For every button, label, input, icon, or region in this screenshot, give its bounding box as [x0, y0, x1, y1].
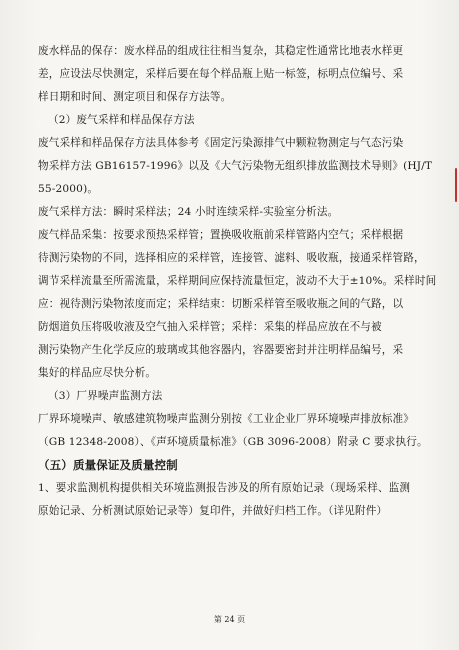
paragraph-line: 废水样品的保存：废水样品的组成往往相当复杂，其稳定性通常比地表水样更: [38, 45, 404, 57]
paragraph-line: 原始记录、分析测试原始记录等）复印件，并做好归档工作。（详见附件）: [38, 505, 388, 517]
section-heading: （3）厂界噪声监测方法: [48, 390, 163, 402]
paragraph-line: 差，应设法尽快测定，采样后要在每个样品瓶上贴一标签，标明点位编号、采: [38, 68, 404, 80]
page-number: 第 24 页: [213, 615, 246, 624]
chapter-heading: （五）质量保证及质量控制: [38, 458, 178, 472]
paragraph-line: （GB 12348-2008）、《声环境质量标准》（GB 3096-2008）附录 C 要求执行。: [38, 436, 428, 448]
document-body: [38, 40, 437, 523]
paragraph-line: 物采样方法 GB16157-1996》以及《大气污染物无组织排放监测技术导则》(HJ/T: [38, 160, 433, 172]
margin-red-mark: [455, 168, 457, 202]
paragraph-line: 调节采样流量至所需流量，采样期间应保持流量恒定，波动不大于±10%。采样时间: [38, 275, 437, 287]
paragraph-line: 1、要求监测机构提供相关环境监测报告涉及的所有原始记录（现场采样、监测: [38, 482, 411, 494]
paragraph-line: 测污染物产生化学反应的玻璃或其他容器内，容器要密封并注明样品编号，采: [38, 344, 404, 356]
paragraph-line: 废气样品采集：按要求预热采样管；置换吸收瓶前采样管路内空气；采样根据: [38, 229, 404, 241]
paragraph-line: 厂界环境噪声、敏感建筑物噪声监测分别按《工业企业厂界环境噪声排放标准》: [38, 413, 415, 425]
paragraph-line: 废气采样方法：瞬时采样法；24 小时连续采样-实验室分析法。: [38, 206, 339, 218]
paragraph-line: 防烟道负压将吸收液及空气抽入采样管；采样：采集的样品应放在不与被: [38, 321, 382, 333]
paragraph-line: 待测污染物的不同，选择相应的采样管，连接管、滤料、吸收瓶，接通采样管路，: [38, 252, 425, 264]
paragraph-line: 应：视待测污染物浓度而定；采样结束：切断采样管至吸收瓶之间的气路，以: [38, 298, 404, 310]
paragraph-line: 废气采样和样品保存方法具体参考《固定污染源排气中颗粒物测定与气态污染: [38, 137, 404, 149]
paragraph-line: 55-2000)。: [38, 183, 99, 195]
section-heading: （2）废气采样和样品保存方法: [48, 114, 195, 126]
paragraph-line: 样日期和时间、测定项目和保存方法等。: [38, 91, 232, 103]
paragraph-line: 集好的样品应尽快分析。: [38, 367, 157, 379]
